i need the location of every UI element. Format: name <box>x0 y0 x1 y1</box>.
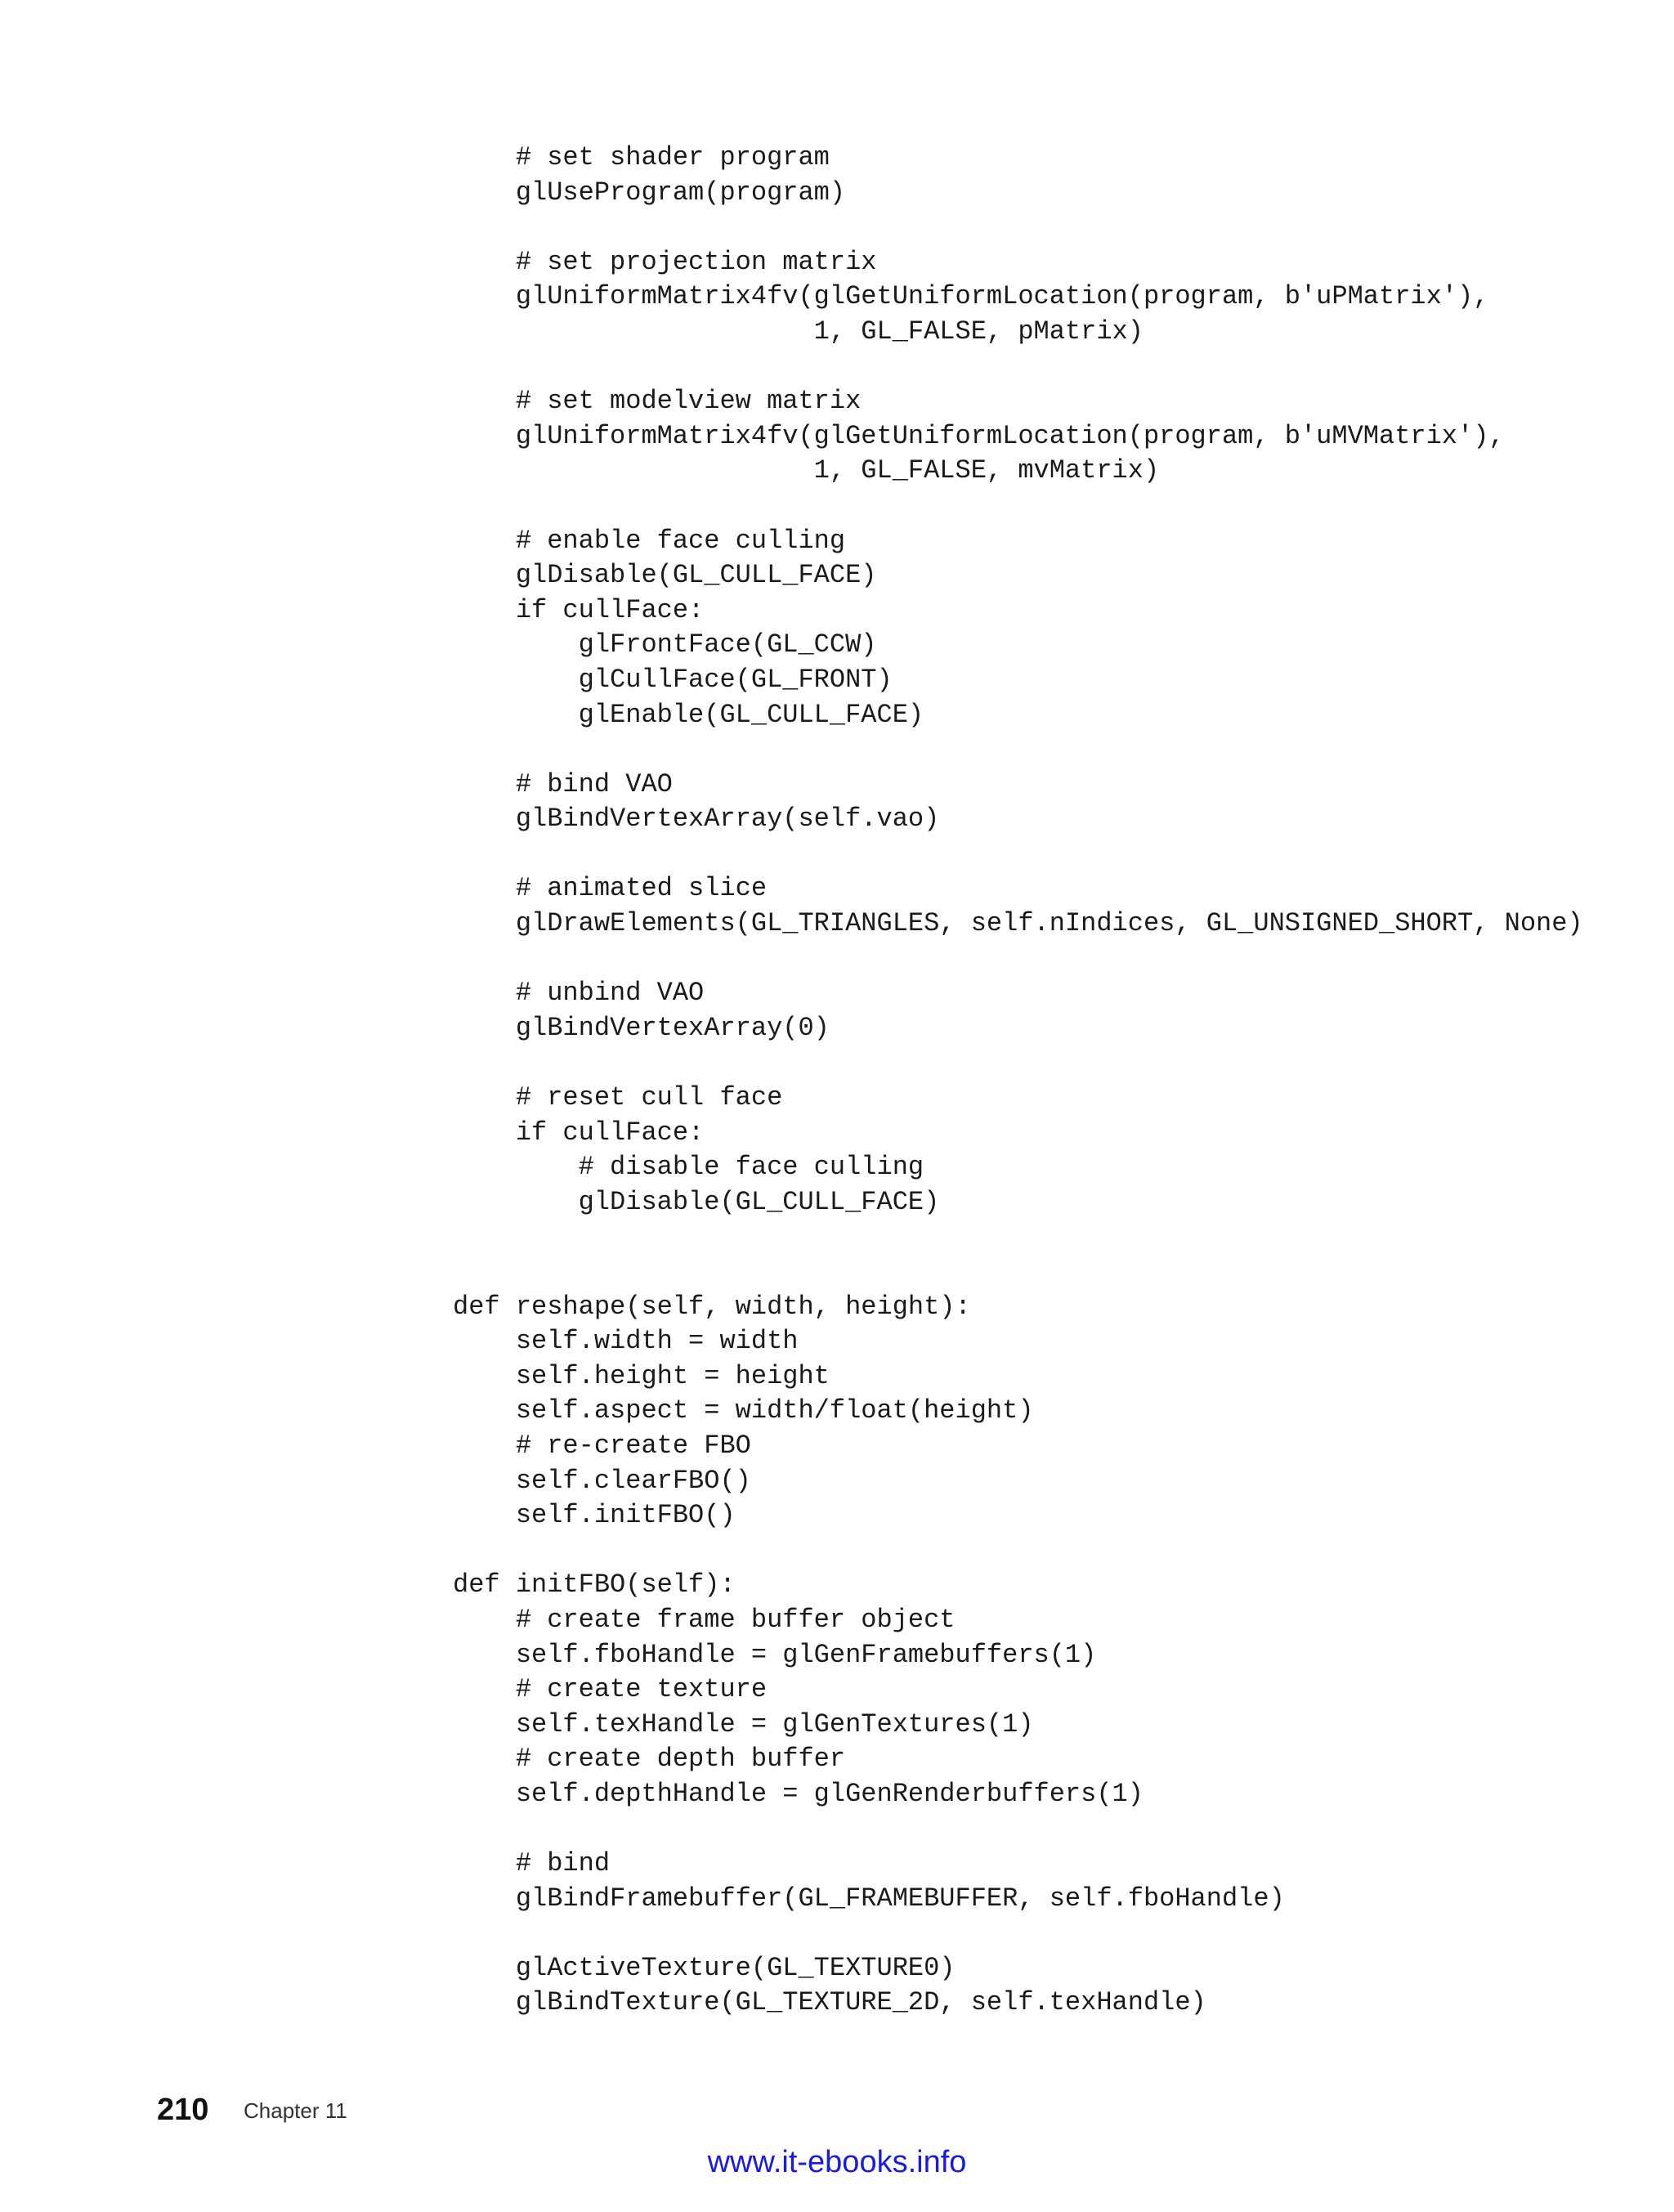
code-line <box>453 1812 1583 1847</box>
code-line: glFrontFace(GL_CCW) <box>453 629 877 660</box>
code-line <box>453 1220 1583 1255</box>
code-line: glDisable(GL_CULL_FACE) <box>453 560 877 591</box>
code-line: glBindVertexArray(0) <box>453 1012 830 1043</box>
code-line: # create texture <box>453 1674 768 1705</box>
code-line: # bind <box>453 1848 611 1879</box>
code-line: self.depthHandle = glGenRenderbuffers(1) <box>453 1778 1144 1809</box>
code-line: # reset cull face <box>453 1082 783 1113</box>
code-line: # enable face culling <box>453 525 846 556</box>
code-line <box>453 837 1583 872</box>
code-line <box>453 1534 1583 1569</box>
code-line <box>453 1046 1583 1081</box>
code-line: glBindFramebuffer(GL_FRAMEBUFFER, self.fboHandle) <box>453 1883 1285 1914</box>
page-number: 210 <box>157 2093 209 2127</box>
code-line: # create frame buffer object <box>453 1604 956 1635</box>
code-listing <box>453 141 1583 2021</box>
code-line <box>453 350 1583 385</box>
code-line: if cullFace: <box>453 1117 705 1148</box>
code-line <box>453 1916 1583 1951</box>
code-line: glUniformMatrix4fv(glGetUniformLocation(program, b'uMVMatrix'), <box>453 420 1505 451</box>
code-line: glUseProgram(program) <box>453 177 846 208</box>
code-line <box>453 489 1583 524</box>
code-line: glUniformMatrix4fv(glGetUniformLocation(program, b'uPMatrix'), <box>453 281 1489 312</box>
code-line: self.texHandle = glGenTextures(1) <box>453 1708 1034 1740</box>
code-line: # bind VAO <box>453 768 673 799</box>
code-line: def reshape(self, width, height): <box>453 1291 971 1322</box>
code-line: # unbind VAO <box>453 978 705 1009</box>
code-line: 1, GL_FALSE, mvMatrix) <box>453 455 1160 486</box>
code-line: # set projection matrix <box>453 246 877 277</box>
code-line: # re-create FBO <box>453 1430 751 1461</box>
code-line: self.clearFBO() <box>453 1465 751 1496</box>
code-line: glActiveTexture(GL_TEXTURE0) <box>453 1952 956 1983</box>
code-line <box>453 1255 1583 1290</box>
code-line: # create depth buffer <box>453 1744 846 1775</box>
code-line: self.initFBO() <box>453 1500 736 1531</box>
code-line <box>453 732 1583 768</box>
code-line: self.fboHandle = glGenFramebuffers(1) <box>453 1639 1097 1670</box>
code-line: self.height = height <box>453 1360 830 1391</box>
code-line: 1, GL_FALSE, pMatrix) <box>453 316 1144 347</box>
code-line: self.width = width <box>453 1326 799 1357</box>
code-line: glDisable(GL_CULL_FACE) <box>453 1186 940 1217</box>
code-line: self.aspect = width/float(height) <box>453 1395 1034 1426</box>
code-line: # set modelview matrix <box>453 386 862 417</box>
code-line: glBindVertexArray(self.vao) <box>453 804 940 835</box>
code-line <box>453 210 1583 245</box>
code-line: glDrawElements(GL_TRIANGLES, self.nIndices, GL_UNSIGNED_SHORT, None) <box>453 908 1583 939</box>
code-line: glBindTexture(GL_TEXTURE_2D, self.texHandle) <box>453 1987 1206 2018</box>
code-line: glEnable(GL_CULL_FACE) <box>453 699 924 730</box>
website-link[interactable]: www.it-ebooks.info <box>707 2145 967 2179</box>
code-line: if cullFace: <box>453 594 705 625</box>
code-line: # disable face culling <box>453 1152 924 1183</box>
code-line: glCullFace(GL_FRONT) <box>453 664 893 695</box>
code-line: def initFBO(self): <box>453 1569 736 1601</box>
code-line: # set shader program <box>453 142 830 172</box>
code-line: # animated slice <box>453 873 768 904</box>
code-line <box>453 942 1583 977</box>
chapter-label: Chapter 11 <box>244 2098 347 2123</box>
